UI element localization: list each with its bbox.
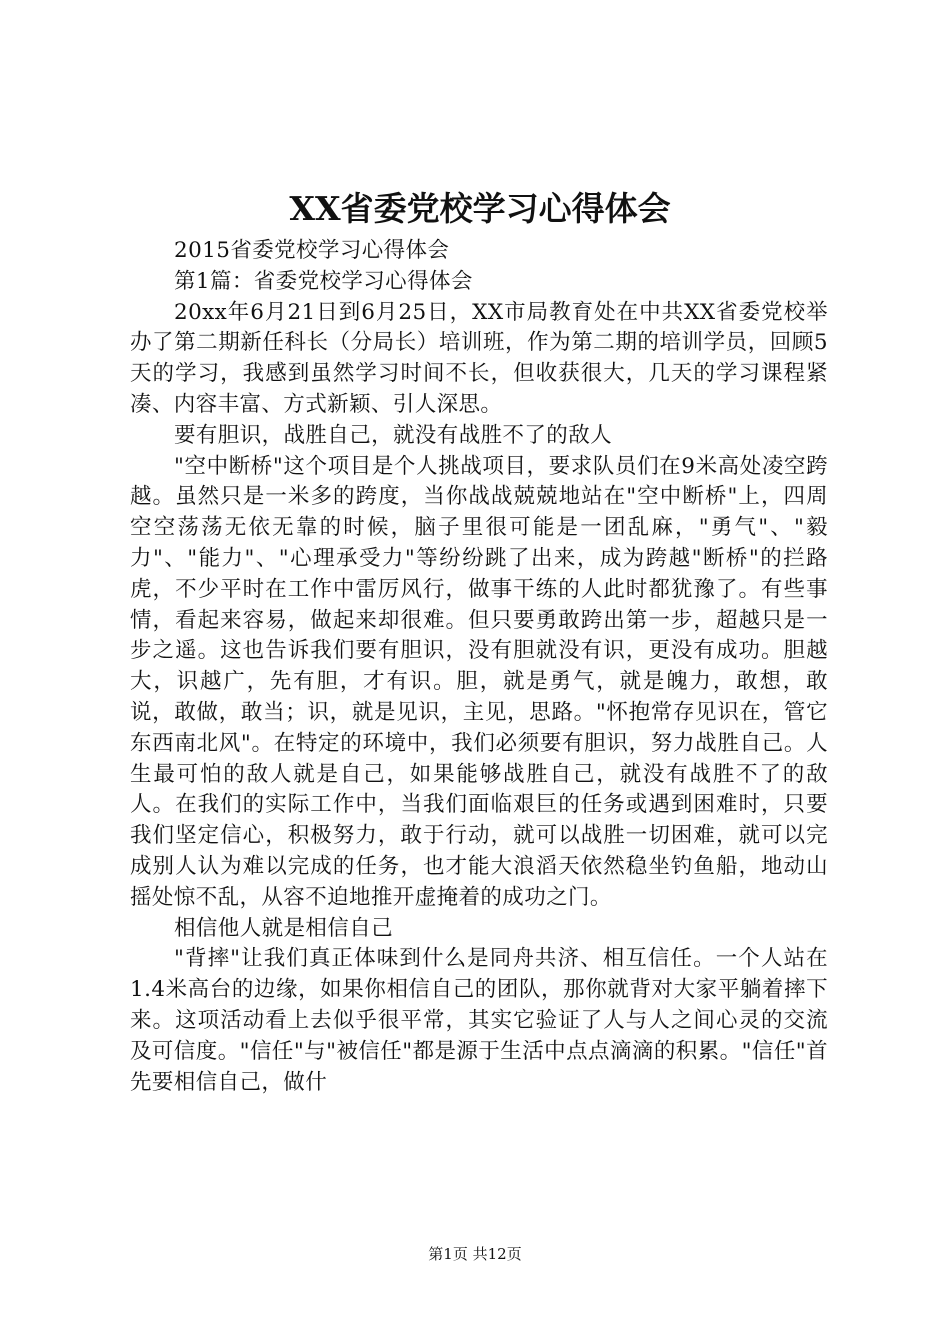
body-paragraph-bridge: "空中断桥"这个项目是个人挑战项目，要求队员们在9米高处凌空跨越。虽然只是一米多的跨度，当你战战兢兢地站在"空中断桥"上，四周空空荡荡无依无靠的时候，脑子里很可能是一团乱麻，"勇气"、"毅力"、"能力"、"心理承受力"等纷纷跳了出来，成为跨越"断桥"的拦路虎，不少平时在工作中雷厉风行，做事干练的人此时都犹豫了。有些事情，看起来容易，做起来却很难。但只要勇敢跨出第一步，超越只是一步之遥。这也告诉我们要有胆识，没有胆就没有识，更没有成功。胆越大，识越广，先有胆，才有识。胆，就是勇气，就是魄力，敢想，敢说，敢做，敢当；识，就是见识，主见，思路。"怀抱常存见识在，管它东西南北风"。在特定的环境中，我们必须要有胆识，努力战胜自己。人生最可怕的敌人就是自己，如果能够战胜自己，就没有战胜不了的敌人。在我们的实际工作中，当我们面临艰巨的任务或遇到困难时，只要我们坚定信心，积极努力，敢于行动，就可以战胜一切困难，就可以完成别人认为难以完成的任务，也才能大浪滔天依然稳坐钓鱼船，地动山摇处惊不乱，从容不迫地推开虚掩着的成功之门。: [130, 453, 828, 910]
document-body: [130, 236, 828, 1098]
body-paragraph-trust-fall: "背摔"让我们真正体味到什么是同舟共济、相互信任。一个人站在1.4米高台的边缘，如果你相信自己的团队，那你就背对大家平躺着摔下来。这项活动看上去似乎很平常，其实它验证了人与人之间心灵的交流及可信度。"信任"与"被信任"都是源于生活中点点滴滴的积累。"信任"首先要相信自己，做什: [130, 946, 828, 1095]
intro-paragraph: 20xx年6月21日到6月25日，XX市局教育处在中共XX省委党校举办了第二期新任科长（分局长）培训班，作为第二期的培训学员，回顾5天的学习，我感到虽然学习时间不长，但收获很大，几天的学习课程紧凑、内容丰富、方式新颖、引人深思。: [130, 299, 828, 417]
section-heading-trust: 相信他人就是相信自己: [174, 915, 394, 941]
subtitle-paragraph: 2015省委党校学习心得体会: [174, 238, 450, 263]
document-title: XX省委党校学习心得体会: [289, 189, 671, 228]
page-footer: 第1页 共12页: [428, 1245, 522, 1263]
chapter-heading: 第1篇：省委党校学习心得体会: [174, 268, 473, 294]
section-heading-courage: 要有胆识，战胜自己，就没有战胜不了的敌人: [174, 422, 613, 448]
